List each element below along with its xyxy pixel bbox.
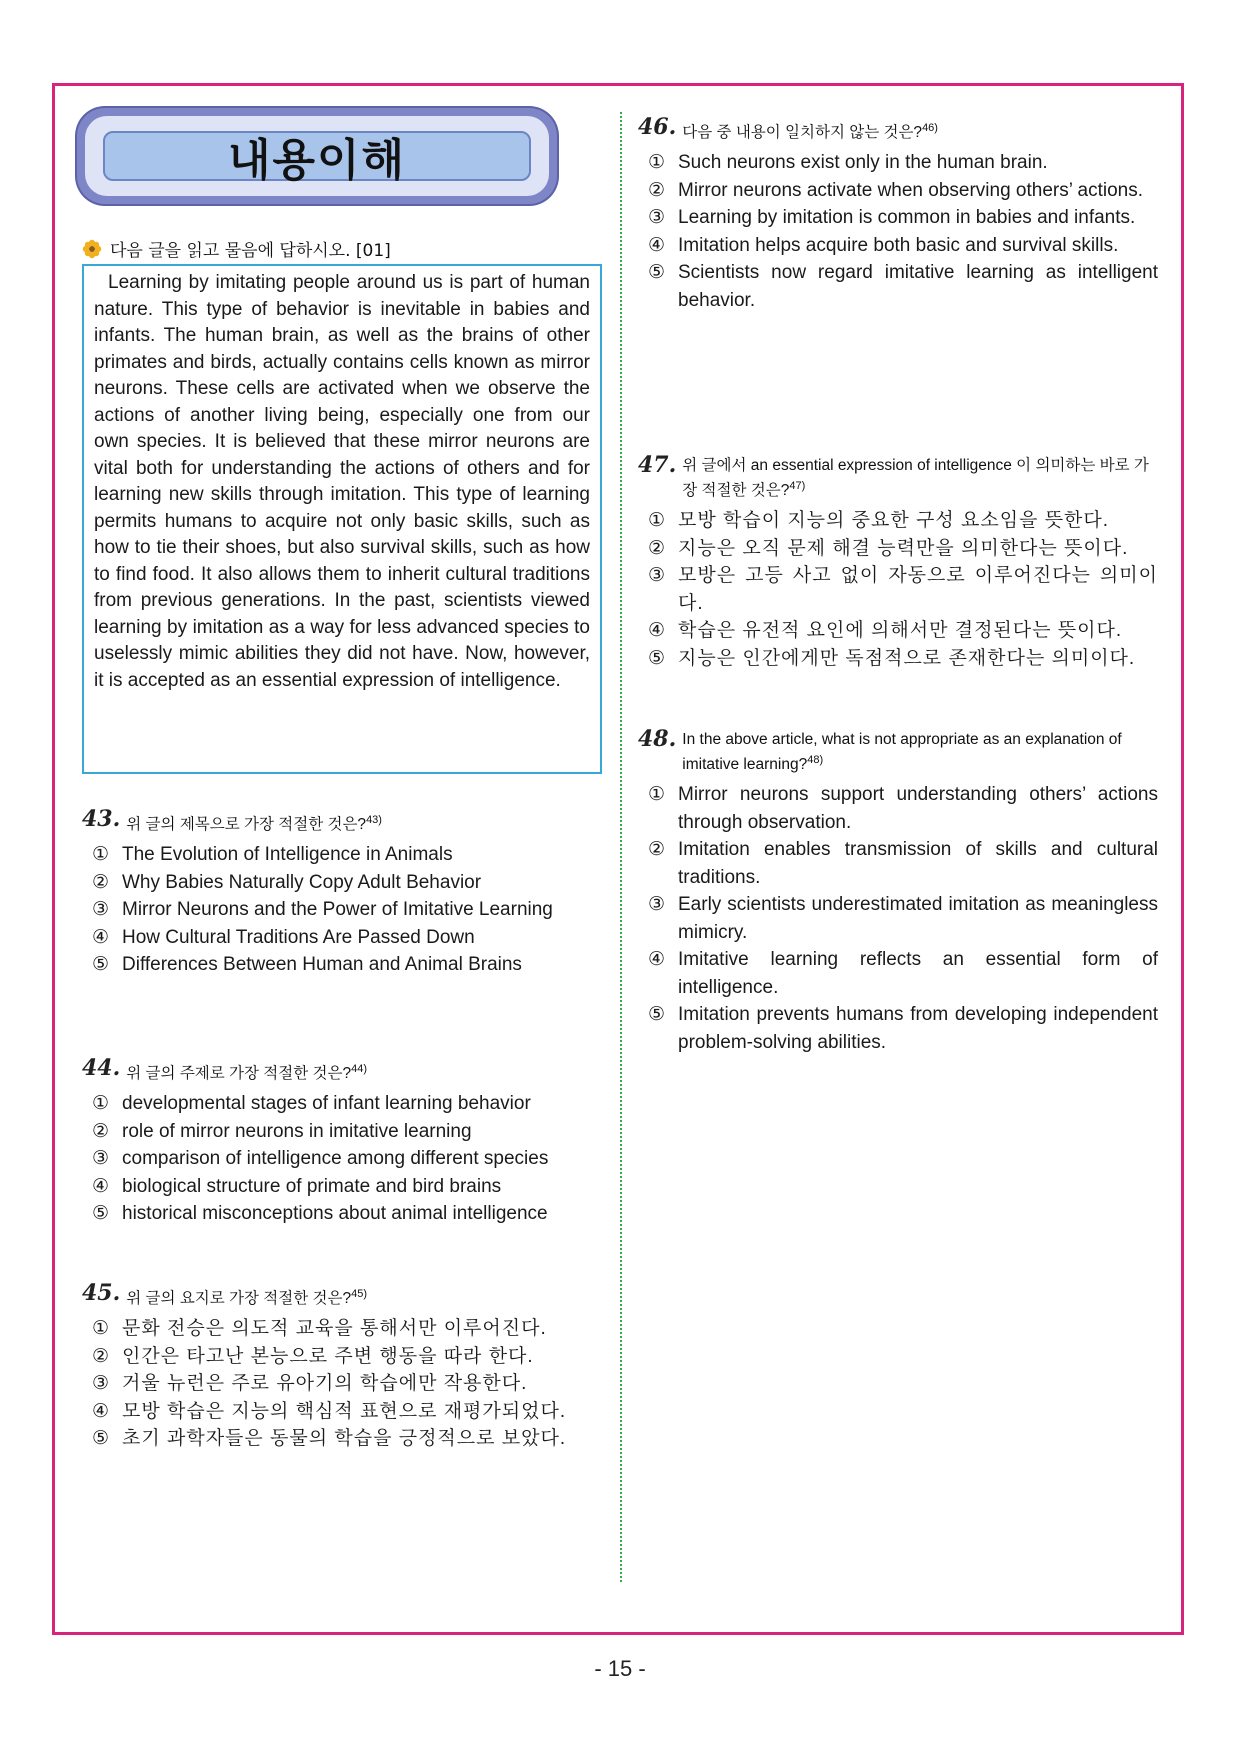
section-title: 내용이해 (227, 135, 406, 186)
footnote-ref: 48) (807, 754, 824, 766)
option-4[interactable]: ④ biological structure of primate and bird brains (92, 1175, 502, 1197)
option-2[interactable]: ② 지능은 오직 문제 해결 능력만을 의미한다는 뜻이다. (648, 537, 1129, 559)
option-5[interactable]: ⑤ 지능은 인간에게만 독점적으로 존재한다는 의미이다. (648, 647, 1136, 669)
option-1[interactable]: ① Such neurons exist only in the human brain. (648, 152, 1048, 174)
option-list (638, 149, 1158, 314)
question-43 (82, 808, 602, 979)
option-2[interactable]: ② role of mirror neurons in imitative learning (92, 1120, 472, 1142)
option-4[interactable]: ④ How Cultural Traditions Are Passed Down (92, 926, 475, 948)
option-3[interactable]: ③ Mirror Neurons and the Power of Imitative Learning (92, 899, 553, 921)
question-header (82, 808, 602, 835)
question-number: 48. (638, 726, 677, 752)
banner-inner-layer (103, 131, 531, 186)
option-list (82, 841, 602, 979)
option-3[interactable]: ③ comparison of intelligence among different species (92, 1148, 549, 1170)
question-prompt: 위 글의 제목으로 가장 적절한 것은?$^{43)}$ (126, 814, 382, 834)
question-number: 45. (82, 1280, 121, 1306)
footnote-ref: 47) (789, 480, 806, 492)
option-5[interactable]: ⑤ Imitation prevents humans from developing independent problem-solving abilities. (648, 1004, 1158, 1053)
option-3[interactable]: ③ Learning by imitation is common in babies and infants. (648, 207, 1136, 229)
option-4[interactable]: ④ Imitation helps acquire both basic and survival skills. (648, 234, 1119, 256)
question-44 (82, 1057, 602, 1228)
option-1[interactable]: ① 문화 전승은 의도적 교육을 통해서만 이루어진다. (92, 1318, 547, 1340)
question-number: 46. (638, 114, 677, 140)
question-prompt: 위 글의 주제로 가장 적절한 것은?$^{44)}$ (126, 1063, 367, 1083)
question-number: 44. (82, 1055, 121, 1081)
question-header (638, 116, 1158, 143)
question-number: 47. (638, 452, 677, 478)
section-banner (77, 108, 557, 204)
option-2[interactable]: ② Imitation enables transmission of skills and cultural traditions. (648, 839, 1158, 888)
option-1[interactable]: ① Mirror neurons support understanding others’ actions through observation. (648, 784, 1158, 833)
footnote-ref: 44) (351, 1063, 367, 1075)
question-header (638, 454, 1158, 501)
column-divider (620, 112, 622, 1582)
option-list (82, 1090, 602, 1228)
option-2[interactable]: ② 인간은 타고난 본능으로 주변 행동을 따라 한다. (92, 1345, 534, 1367)
option-5[interactable]: ⑤ historical misconceptions about animal intelligence (92, 1203, 548, 1225)
flower-icon (82, 239, 102, 259)
question-header (82, 1282, 602, 1309)
footnote-ref: 45) (351, 1288, 367, 1300)
footnote-ref: 46) (922, 122, 938, 134)
option-list (82, 1315, 602, 1453)
question-45 (82, 1282, 602, 1453)
option-1[interactable]: ① The Evolution of Intelligence in Animals (92, 844, 453, 866)
option-3[interactable]: ③ 모방은 고등 사고 없이 자동으로 이루어진다는 의미이다. (648, 565, 1158, 614)
question-prompt: 위 글의 요지로 가장 적절한 것은?$^{45)}$ (126, 1288, 367, 1308)
question-prompt: In the above article, what is not appropriate as an explanation of imitative learning?$^{48)}$ (682, 731, 1122, 774)
footnote-ref: 43) (366, 814, 382, 826)
banner-mid-layer (85, 116, 549, 196)
option-4[interactable]: ④ 모방 학습은 지능의 핵심적 표현으로 재평가되었다. (92, 1400, 567, 1422)
instruction-text: 다음 글을 읽고 물음에 답하시오. [01] (110, 241, 391, 261)
option-1[interactable]: ① developmental stages of infant learning behavior (92, 1093, 531, 1115)
option-2[interactable]: ② Mirror neurons activate when observing others’ actions. (648, 179, 1144, 201)
option-3[interactable]: ③ Early scientists underestimated imitation as meaningless mimicry. (648, 894, 1158, 943)
option-1[interactable]: ① 모방 학습이 지능의 중요한 구성 요소임을 뜻한다. (648, 510, 1110, 532)
reading-passage: Learning by imitating people around us is part of human nature. This type of behavior is inevitable in babies and infants. The human brain, as well as the brains of other primates and birds, actually contains cells known as mirror neurons. These cells are activated when we observe the actions of another living being, especially one from our own species. It is believed that these mirror neurons are vital both for understanding the actions of others and for learning new skills through imitation. This type of learning permits humans to acquire not only basic skills, such as how to tie their shoes, but also survival skills, such as how to find food. It also allows them to inherit cultural traditions from previous generations. In the past, scientists viewed learning by imitation as a way for less advanced species to uselessly mimic abilities they did not have. Now, however, it is accepted as an essential expression of intelligence. (82, 264, 602, 774)
question-48 (638, 728, 1158, 1056)
question-number: 43. (82, 806, 121, 832)
option-5[interactable]: ⑤ 초기 과학자들은 동물의 학습을 긍정적으로 보았다. (92, 1428, 567, 1450)
question-47 (638, 454, 1158, 672)
question-46 (638, 116, 1158, 314)
question-prompt: 위 글에서 an essential expression of intelligence 이 의미하는 바로 가장 적절한 것은?$^{47)}$ (682, 457, 1149, 500)
option-list (638, 781, 1158, 1056)
option-list (638, 507, 1158, 672)
option-3[interactable]: ③ 거울 뉴런은 주로 유아기의 학습에만 작용한다. (92, 1373, 528, 1395)
question-prompt: 다음 중 내용이 일치하지 않는 것은?$^{46)}$ (682, 122, 938, 142)
option-5[interactable]: ⑤ Differences Between Human and Animal Brains (92, 954, 522, 976)
question-header (82, 1057, 602, 1084)
instruction-line (82, 236, 391, 261)
option-4[interactable]: ④ 학습은 유전적 요인에 의해서만 결정된다는 뜻이다. (648, 620, 1123, 642)
page-number: - 15 - (594, 1656, 646, 1681)
option-4[interactable]: ④ Imitative learning reflects an essential form of intelligence. (648, 949, 1158, 998)
question-header (638, 728, 1158, 775)
option-5[interactable]: ⑤ Scientists now regard imitative learning as intelligent behavior. (648, 262, 1158, 311)
option-2[interactable]: ② Why Babies Naturally Copy Adult Behavior (92, 871, 482, 893)
